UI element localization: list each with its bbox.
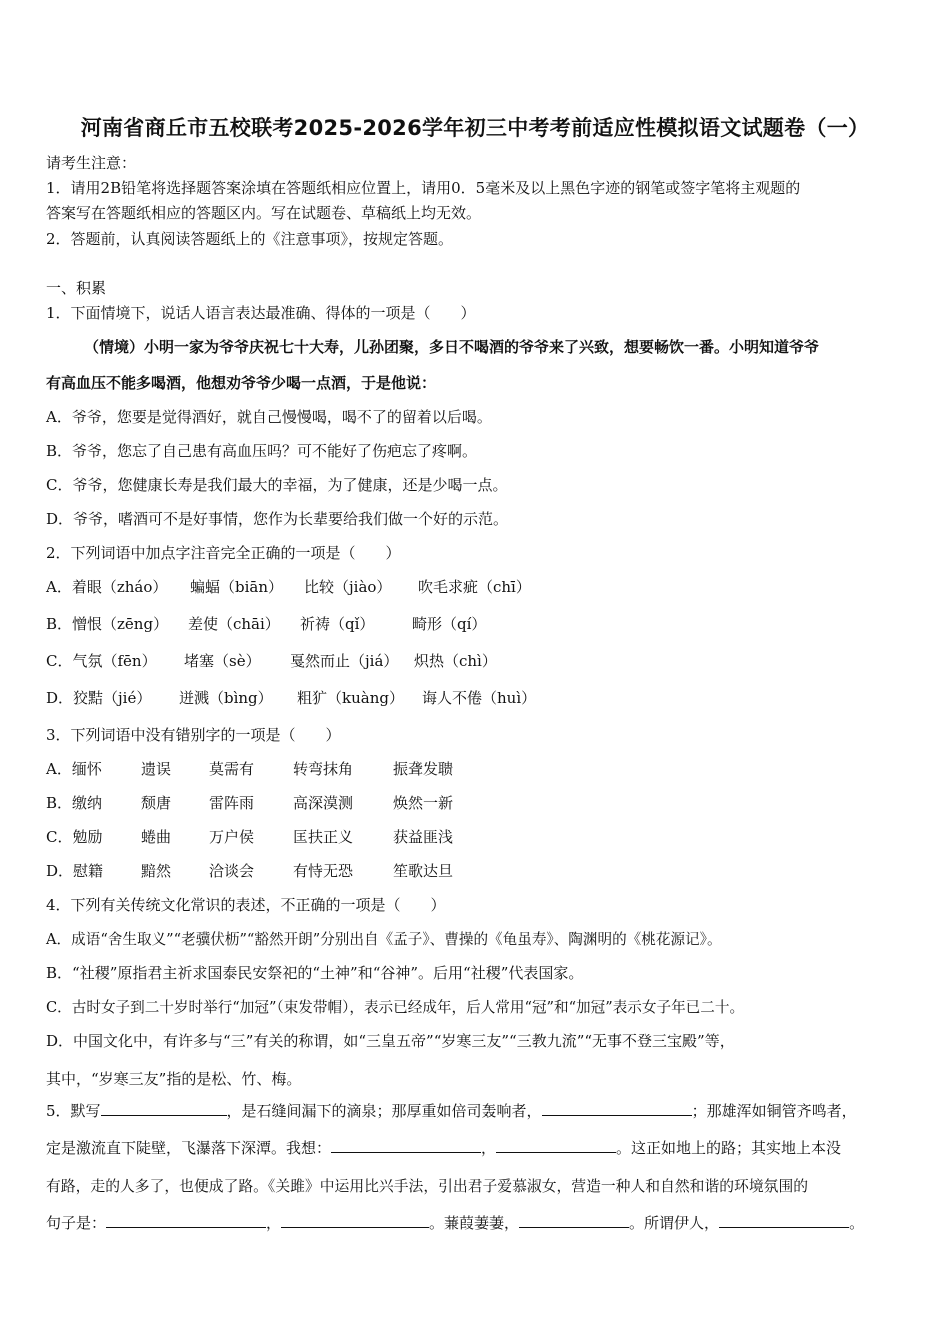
q5-l1-text-a: 5．默写 [46, 1102, 101, 1120]
q1-context-line-1: （情境）小明一家为爷爷庆祝七十大寿，儿孙团聚，多日不喝酒的爷爷来了兴致，想要畅饮一番。小明知道爷爷 [84, 338, 820, 356]
q2-b-term-1: B．憎恨（zēng） [46, 615, 169, 633]
q2-b-term-3: 祈祷（qǐ） [300, 615, 375, 633]
q3-d-word-3: 洽谈会 [209, 862, 255, 880]
q5-line-1 [46, 1100, 857, 1121]
q5-l4-text-e: 。 [849, 1214, 865, 1232]
q3-c-word-5: 获益匪浅 [393, 828, 454, 846]
q2-d-term-1: D．狡黠（jié） [46, 689, 152, 707]
q2-c-term-2: 堵塞（sè） [184, 652, 261, 670]
page-title: 河南省商丘市五校联考2025-2026学年初三中考考前适应性模拟语文试题卷（一） [80, 116, 870, 140]
section-heading: 一、积累 [46, 279, 107, 297]
q3-d-word-5: 笙歌达旦 [393, 862, 454, 880]
q2-c-term-1: C．气氛（fēn） [46, 652, 157, 670]
q5-l1-text-c: ；那雄浑如铜管齐鸣者， [691, 1102, 857, 1120]
q1-context-line-2: 有高血压不能多喝酒，他想劝爷爷少喝一点酒，于是他说： [46, 374, 437, 392]
q5-blank-4[interactable] [496, 1138, 616, 1153]
notice-item-1-line-2: 答案写在答题纸相应的答题区内。写在试题卷、草稿纸上均无效。 [46, 204, 482, 222]
q2-option-a [46, 576, 531, 597]
q5-line-3: 有路，走的人多了，也便成了路。《关雎》中运用比兴手法，引出君子爱慕淑女，营造一种人和自然和谐的环境氛围的 [46, 1178, 809, 1195]
q5-l2-text-a: 定是激流直下陡壁，飞瀑落下深潭。我想： [46, 1139, 332, 1157]
q1-option-a: A．爷爷，您要是觉得酒好，就自己慢慢喝，喝不了的留着以后喝。 [46, 408, 492, 426]
q3-option-a [46, 758, 453, 779]
q4-stem: 4．下列有关传统文化常识的表述，不正确的一项是（ ） [46, 896, 446, 914]
q5-l4-text-d: 。所谓伊人， [629, 1214, 720, 1232]
q3-d-word-2: 黯然 [141, 862, 172, 880]
q2-d-term-3: 粗犷（kuàng） [297, 689, 404, 707]
q4-option-c: C．古时女子到二十岁时举行“加冠”（束发带帽），表示已经成年，后人常用“冠”和“加冠”表示女子年已二十。 [46, 999, 745, 1016]
q5-blank-7[interactable] [519, 1213, 629, 1228]
q1-option-d: D．爷爷，嗜酒可不是好事情，您作为长辈要给我们做一个好的示范。 [46, 510, 509, 528]
q3-a-word-3: 莫需有 [209, 760, 255, 778]
q3-d-word-4: 有恃无恐 [293, 862, 354, 880]
q1-option-b: B．爷爷，您忘了自己患有高血压吗？可不能好了伤疤忘了疼啊。 [46, 442, 478, 460]
q3-c-word-4: 匡扶正义 [293, 828, 354, 846]
q1-stem: 1．下面情境下，说话人语言表达最准确、得体的一项是（ ） [46, 304, 476, 322]
q2-a-term-3: 比较（jiào） [304, 578, 392, 596]
q3-a-word-1: A．缅怀 [46, 760, 102, 778]
q4-option-b: B．“社稷”原指君主祈求国泰民安祭祀的“土神”和“谷神”。后用“社稷”代表国家。 [46, 964, 584, 982]
q2-option-c [46, 650, 497, 671]
q3-b-word-2: 颓唐 [141, 794, 172, 812]
q3-d-word-1: D．慰籍 [46, 862, 104, 880]
q3-b-word-3: 雷阵雨 [209, 794, 255, 812]
q2-c-term-3: 戛然而止（jiá） [290, 652, 399, 670]
q2-a-term-2: 蝙蝠（biān） [190, 578, 284, 596]
q3-c-word-2: 蜷曲 [141, 828, 172, 846]
q5-l2-text-b: ， [481, 1139, 497, 1157]
q4-option-a: A．成语“舍生取义”“老骥伏枥”“豁然开朗”分别出自《孟子》、曹操的《龟虽寿》、陶渊明的《桃花源记》。 [46, 931, 722, 948]
q5-blank-8[interactable] [719, 1213, 849, 1228]
q3-c-word-1: C．勉励 [46, 828, 103, 846]
q5-l4-text-c: 。蒹葭萋萋， [429, 1214, 520, 1232]
q3-option-b [46, 792, 453, 813]
q2-b-term-2: 差使（chāi） [188, 615, 280, 633]
q5-l1-text-b: ，是石缝间漏下的滴泉；那厚重如倍司轰响者， [226, 1102, 542, 1120]
q3-stem: 3．下列词语中没有错别字的一项是（ ） [46, 726, 341, 744]
q5-l4-text-b: ， [266, 1214, 282, 1232]
q3-option-c [46, 826, 453, 847]
q5-l4-text-a: 句子是： [46, 1214, 107, 1232]
notice-item-1-line-1: 1．请用2B铅笔将选择题答案涂填在答题纸相应位置上，请用0．5毫米及以上黑色字迹的钢笔或签字笔将主观题的 [46, 179, 801, 197]
q5-blank-3[interactable] [331, 1138, 481, 1153]
q3-a-word-5: 振聋发聩 [393, 760, 454, 778]
q5-line-2 [46, 1137, 841, 1158]
q5-blank-6[interactable] [281, 1213, 429, 1228]
q5-blank-2[interactable] [542, 1101, 692, 1116]
q2-c-term-4: 炽热（chì） [414, 652, 497, 670]
notice-item-2: 2．答题前，认真阅读答题纸上的《注意事项》，按规定答题。 [46, 230, 454, 248]
q5-l2-text-c: 。这正如地上的路；其实地上本没 [616, 1139, 842, 1157]
q2-a-term-4: 吹毛求疵（chī） [418, 578, 531, 596]
q4-option-d-line-1: D．中国文化中，有许多与“三”有关的称谓，如“三皇五帝”“岁寒三友”“三教九流”“无事不登三宝殿”等， [46, 1032, 735, 1050]
q2-d-term-4: 诲人不倦（huì） [422, 689, 537, 707]
q2-stem: 2．下列词语中加点字注音完全正确的一项是（ ） [46, 544, 401, 562]
q3-b-word-4: 高深漠测 [293, 794, 354, 812]
q3-option-d [46, 860, 453, 881]
q2-d-term-2: 迸溅（bìng） [179, 689, 273, 707]
q3-b-word-1: B．缴纳 [46, 794, 103, 812]
q3-b-word-5: 焕然一新 [393, 794, 454, 812]
q5-blank-5[interactable] [106, 1213, 266, 1228]
q2-a-term-1: A．着眼（zháo） [46, 578, 168, 596]
q2-option-b [46, 613, 486, 634]
q3-c-word-3: 万户侯 [209, 828, 255, 846]
q4-option-d-line-2: 其中，“岁寒三友”指的是松、竹、梅。 [46, 1070, 302, 1088]
q2-b-term-4: 畸形（qí） [412, 615, 487, 633]
q2-option-d [46, 687, 536, 708]
notice-heading: 请考生注意： [46, 154, 137, 172]
q3-a-word-2: 遗误 [141, 760, 172, 778]
q5-line-4 [46, 1212, 864, 1233]
q5-blank-1[interactable] [101, 1101, 227, 1116]
q3-a-word-4: 转弯抹角 [293, 760, 354, 778]
q1-option-c: C．爷爷，您健康长寿是我们最大的幸福，为了健康，还是少喝一点。 [46, 476, 508, 494]
